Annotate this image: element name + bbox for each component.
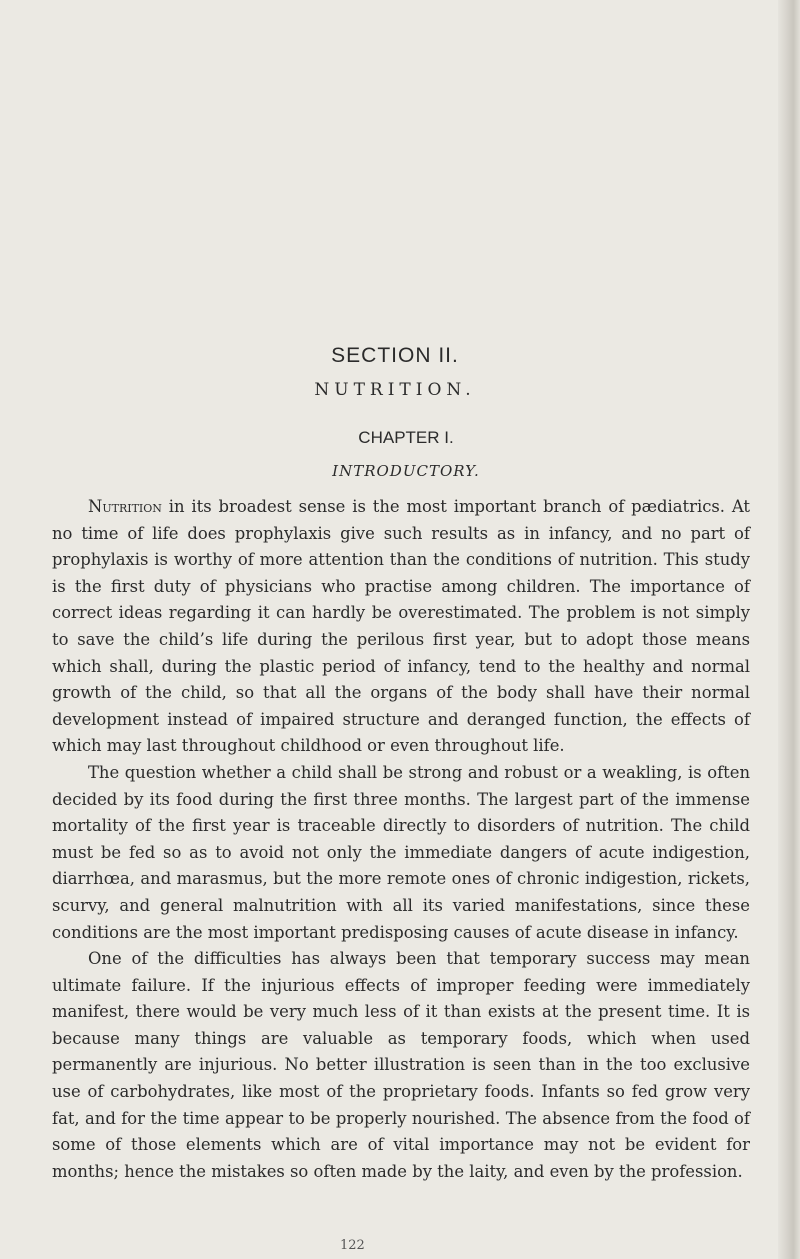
paragraph-text: in its broadest sense is the most important branch of pædiatrics. At no time of life does prophylaxis give such results as in infancy, and no part of prophylaxis is worthy of more attention than the conditions of nutrition. This study is the first duty of physicians who practise among children. The importance of correct ideas regarding it can hardly be overestimated. The problem is not simply to save the child’s life during the perilous first year, but to adopt those means which shall, during the plastic period of infancy, tend to the healthy and normal growth of the child, so that all the organs of the body shall have their normal development instead of impaired structure and deranged function, the effects of which may last throughout childhood or even throughout life. (52, 497, 750, 756)
body-text (52, 494, 750, 1185)
chapter-heading: CHAPTER I. (358, 428, 454, 447)
subject-heading: NUTRITION. (314, 380, 476, 400)
page-content (52, 96, 750, 1185)
section-heading: SECTION II. (331, 344, 459, 367)
page-number: 122 (340, 1238, 365, 1253)
paragraph-text: One of the difficulties has always been that temporary success may mean ultimate failure. If the injurious effects of improper feeding were immediately manifest, there would be very much less of it than exists at the present time. It is because many things are valuable as temporary foods, which when used permanently are injurious. No better illustration is seen than in the too exclusive use of carbohydrates, like most of the proprietary foods. Infants so fed grow very fat, and for the time appear to be properly nourished. The absence from the food of some of those elements which are of vital importance may not be evident for months; hence the mistakes so often made by the laity, and even by the profession. (52, 949, 750, 1181)
paragraph (52, 760, 750, 946)
page-edge (778, 0, 800, 1259)
paragraph-text: The question whether a child shall be strong and robust or a weakling, is often decided by its food during the first three months. The largest part of the immense mortality of the first year is traceable directly to disorders of nutrition. The child must be fed so as to avoid not only the immediate dangers of acute indigestion, diarrhœa, and marasmus, but the more remote ones of chronic indigestion, rickets, scurvy, and general malnutrition with all its varied manifestations, since these conditions are the most important predisposing causes of acute disease in infancy. (52, 762, 750, 942)
paragraph (52, 946, 750, 1185)
lead-word: Nutrition (88, 497, 162, 516)
chapter-title: INTRODUCTORY. (332, 462, 480, 480)
paragraph (52, 494, 750, 760)
